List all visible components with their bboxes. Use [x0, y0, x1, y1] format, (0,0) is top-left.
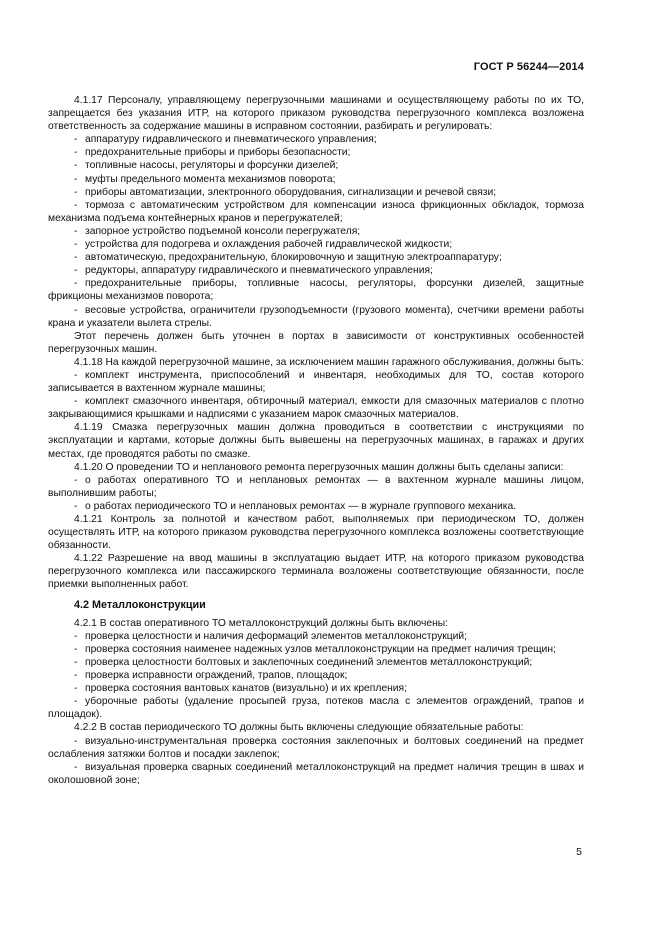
list-item-text: проверка состояния вантовых канатов (визуально) и их крепления;	[85, 683, 407, 695]
paragraph: 4.1.20 О проведении ТО и непланового ремонта перегрузочных машин должны быть сделаны записи:	[74, 461, 564, 473]
list-item	[48, 199, 584, 225]
list-dash: -	[74, 252, 78, 264]
list-item-text: весовые устройства, ограничители грузоподъемности (грузового момента), счетчики времени работы крана и указатели вылета стрелы.	[48, 304, 584, 329]
list-item-text: редукторы, аппаратуру гидравлического и пневматического управления;	[85, 265, 433, 277]
list-item	[48, 369, 584, 395]
paragraph: Этот перечень должен быть уточнен в портах в зависимости от конструктивных особенностей перегрузочных машин.	[48, 330, 584, 355]
list-dash: -	[74, 500, 78, 512]
list-item-text: аппаратуру гидравлического и пневматического управления;	[85, 134, 377, 146]
list-item	[48, 173, 584, 186]
list-dash: -	[74, 199, 78, 211]
list-dash: -	[74, 696, 78, 708]
list-item-text: предохранительные приборы, топливные насосы, регуляторы, форсунки дизелей, защитные фрикционы механизмов поворота;	[48, 278, 584, 303]
list-item-text: предохранительные приборы и приборы безопасности;	[85, 147, 351, 159]
list-item-text: приборы автоматизации, электронного оборудования, сигнализации и речевой связи;	[85, 186, 497, 198]
list-item-text: устройства для подогрева и охлаждения рабочей гидравлической жидкости;	[85, 239, 453, 251]
list-item	[48, 643, 584, 656]
list-dash: -	[74, 160, 78, 172]
list-item-text: топливные насосы, регуляторы и форсунки дизелей;	[85, 160, 339, 172]
list-item	[48, 225, 584, 238]
list-item-text: автоматическую, предохранительную, блокировочную и защитную электроаппаратуру;	[85, 252, 502, 264]
paragraph: 4.1.22 Разрешение на ввод машины в эксплуатацию выдает ИТР, на которого приказом руководства перегрузочного комплекса или пассажирского терминала возложены соответствующие обязанности, после приемки выполненных работ.	[48, 553, 584, 591]
list-dash: -	[74, 643, 78, 655]
list-item	[48, 761, 584, 787]
list-item	[48, 251, 584, 264]
list-dash: -	[74, 396, 78, 408]
list-item-text: запорное устройство подъемной консоли перегружателя;	[85, 225, 361, 237]
list-item	[48, 669, 584, 682]
list-dash: -	[74, 225, 78, 237]
list-dash: -	[74, 761, 78, 773]
list-dash: -	[74, 656, 78, 668]
list-dash: -	[74, 304, 78, 316]
list-dash: -	[74, 735, 78, 747]
list-item	[48, 159, 584, 172]
document-body	[48, 94, 584, 787]
list-item-text: о работах оперативного ТО и неплановых ремонтах — в вахтенном журнале машины лицом, выполнившим работы;	[48, 474, 584, 499]
list-dash: -	[74, 278, 78, 290]
list-item	[48, 474, 584, 500]
list-dash: -	[74, 239, 78, 251]
list-item-text: тормоза с автоматическим устройством для компенсации износа фрикционных обкладок, тормоза механизма подъема контейнерных кранов и перегружателей;	[48, 199, 584, 224]
list-item-text: комплект смазочного инвентаря, обтирочный материал, емкости для смазочных материалов с плотно закрывающимися крышками и надписями с указанием марок смазочных материалов.	[48, 396, 584, 421]
list-item	[48, 630, 584, 643]
paragraph: 4.1.18 На каждой перегрузочной машине, за исключением машин гаражного обслуживания, должны быть:	[74, 356, 584, 368]
list-dash: -	[74, 474, 78, 486]
list-dash: -	[74, 134, 78, 146]
list-item	[48, 682, 584, 695]
list-item-text: уборочные работы (удаление просыпей груза, потеков масла с элементов ограждений, трапов и площадок).	[48, 696, 584, 721]
list-item-text: проверка целостности и наличия деформаций элементов металлоконструкций;	[85, 630, 467, 642]
list-item	[48, 735, 584, 761]
paragraph: 4.1.21 Контроль за полнотой и качеством работ, выполняемых при периодическом ТО, должен осуществлять ИТР, на которого приказом руководства перегрузочного комплекса возложены соответствующие обязанности.	[48, 514, 584, 552]
list-item-text: о работах периодического ТО и неплановых ремонтах — в журнале группового механика.	[85, 500, 517, 512]
document-header: ГОСТ Р 56244—2014	[473, 61, 584, 73]
list-dash: -	[74, 670, 78, 682]
list-dash: -	[74, 630, 78, 642]
list-item	[48, 146, 584, 159]
list-dash: -	[74, 369, 78, 381]
paragraph: 4.2.1 В состав оперативного ТО металлоконструкций должны быть включены:	[74, 617, 449, 629]
list-dash: -	[74, 265, 78, 277]
list-dash: -	[74, 147, 78, 159]
paragraph: 4.2.2 В состав периодического ТО должны быть включены следующие обязательные работы:	[74, 722, 524, 734]
list-item-text: комплект инструмента, приспособлений и инвентаря, необходимых для ТО, состав которого записывается в вахтенном журнале машины;	[48, 369, 584, 395]
list-item-text: проверка целостности болтовых и заклепочных соединений элементов металлоконструкций;	[85, 656, 533, 668]
list-item	[48, 186, 584, 199]
list-dash: -	[74, 186, 78, 198]
list-item	[48, 264, 584, 277]
list-item	[48, 133, 584, 146]
list-item-text: проверка исправности ограждений, трапов, площадок;	[85, 670, 348, 682]
paragraph: 4.1.17 Персоналу, управляющему перегрузочными машинами и осуществляющему работы по их ТО, запрещается без указания ИТР, на которого приказом руководства перегрузочного комплекса возложена ответственность за содержание машины в исправном состоянии, разбирать и регулировать:	[48, 95, 584, 133]
section-heading: 4.2 Металлоконструкции	[74, 598, 206, 611]
list-item-text: визуально-инструментальная проверка состояния заклепочных и болтовых соединений на предмет ослабления затяжки болтов и посадки заклепок;	[48, 735, 584, 760]
list-item	[48, 277, 584, 303]
list-dash: -	[74, 683, 78, 695]
list-item	[48, 238, 584, 251]
list-item	[48, 395, 584, 421]
page-number: 5	[576, 846, 582, 858]
list-item	[48, 656, 584, 669]
list-item	[48, 304, 584, 330]
list-dash: -	[74, 173, 78, 185]
paragraph: 4.1.19 Смазка перегрузочных машин должна проводиться в соответствии с инструкциями по эксплуатации и картами, которые должны быть вывешены на перегрузочных машинах, в гаражах и других местах, где проводятся работы по смазке.	[48, 422, 584, 460]
list-item	[48, 500, 584, 513]
list-item-text: муфты предельного момента механизмов поворота;	[85, 173, 336, 185]
list-item-text: визуальная проверка сварных соединений металлоконструкций на предмет наличия трещин в швах и околошовной зоне;	[48, 761, 584, 786]
list-item	[48, 695, 584, 721]
list-item-text: проверка состояния наименее надежных узлов металлоконструкции на предмет наличия трещин;	[85, 643, 556, 655]
